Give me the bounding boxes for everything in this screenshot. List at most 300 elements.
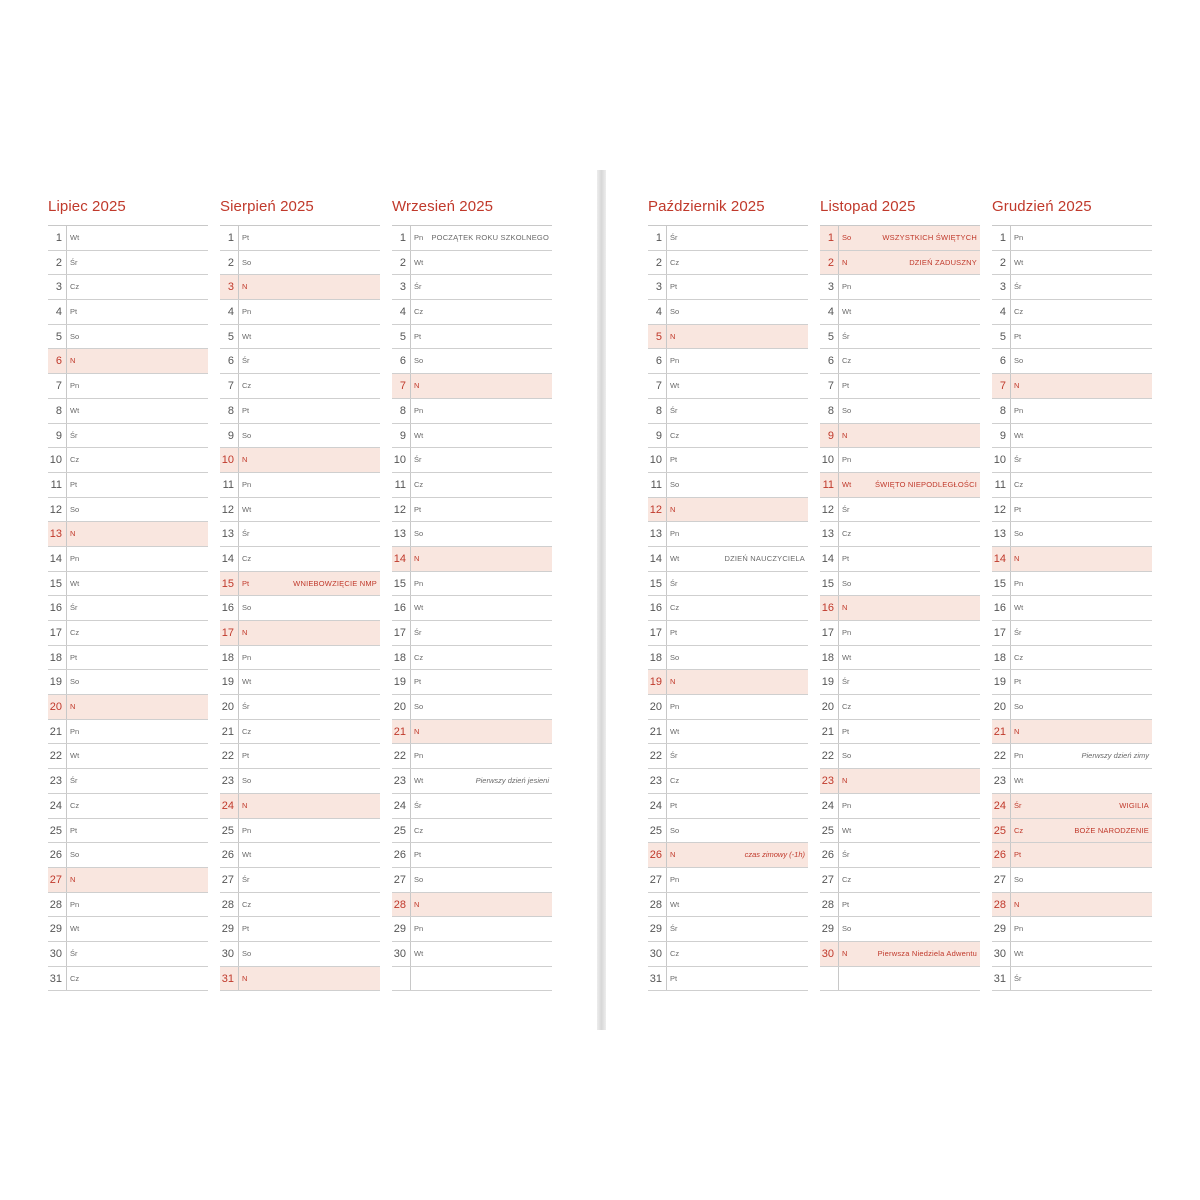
day-row <box>220 695 380 720</box>
day-number: 24 <box>821 799 834 812</box>
day-row <box>992 448 1152 473</box>
day-row <box>392 275 552 300</box>
day-row <box>992 251 1152 276</box>
day-row <box>820 670 980 695</box>
column-divider <box>238 917 239 941</box>
day-number: 7 <box>999 380 1006 393</box>
day-number: 13 <box>221 528 234 541</box>
day-number: 10 <box>821 454 834 467</box>
day-list <box>220 225 380 991</box>
holiday-note: Pierwszy dzień jesieni <box>475 776 549 786</box>
column-divider <box>1010 695 1011 719</box>
day-row <box>648 251 808 276</box>
weekday-abbr: Cz <box>670 603 680 613</box>
day-number: 25 <box>993 824 1006 837</box>
day-row <box>648 547 808 572</box>
column-divider <box>238 498 239 522</box>
column-divider <box>238 596 239 620</box>
day-number: 6 <box>399 355 406 368</box>
day-number: 17 <box>49 627 62 639</box>
day-row <box>48 498 208 523</box>
day-row <box>392 670 552 695</box>
day-number: 16 <box>221 602 234 615</box>
day-row <box>48 967 208 992</box>
day-row <box>392 424 552 449</box>
column-divider <box>238 942 239 966</box>
column-divider <box>666 868 667 892</box>
day-row <box>992 300 1152 325</box>
day-row <box>992 695 1152 720</box>
weekday-abbr: Pt <box>842 381 850 391</box>
weekday-abbr: So <box>242 257 252 267</box>
day-row <box>220 720 380 745</box>
column-divider <box>838 275 839 299</box>
day-row <box>48 424 208 449</box>
weekday-abbr: So <box>842 233 852 242</box>
column-divider <box>66 794 67 818</box>
column-divider <box>666 473 667 497</box>
column-divider <box>1010 226 1011 250</box>
day-number: 2 <box>399 256 406 269</box>
day-row <box>648 424 808 449</box>
weekday-abbr: Wt <box>1014 776 1024 786</box>
column-divider <box>838 572 839 596</box>
column-divider <box>1010 843 1011 867</box>
day-row <box>48 670 208 695</box>
weekday-abbr: N <box>414 381 420 391</box>
column-divider <box>238 522 239 546</box>
column-divider <box>238 325 239 349</box>
day-number: 10 <box>393 454 406 467</box>
weekday-abbr: Pt <box>1014 850 1022 860</box>
day-row <box>820 621 980 646</box>
weekday-abbr: Wt <box>70 405 80 415</box>
day-number: 13 <box>649 528 662 541</box>
weekday-abbr: N <box>1014 381 1020 391</box>
day-number: 4 <box>227 306 234 319</box>
weekday-abbr: Śr <box>414 282 422 292</box>
holiday-note: WIGILIA <box>1119 800 1149 810</box>
day-row <box>648 300 808 325</box>
column-divider <box>666 819 667 843</box>
day-row <box>820 695 980 720</box>
weekday-abbr: Cz <box>842 702 852 712</box>
weekday-abbr: So <box>242 603 252 613</box>
weekday-abbr: So <box>1014 529 1024 539</box>
weekday-abbr: Cz <box>1014 825 1024 835</box>
column-divider <box>66 893 67 917</box>
day-number: 29 <box>393 923 406 936</box>
day-number: 8 <box>227 404 234 417</box>
day-row <box>48 596 208 621</box>
day-row <box>392 868 552 893</box>
day-row <box>992 720 1152 745</box>
column-divider <box>1010 448 1011 472</box>
day-row <box>392 300 552 325</box>
day-row <box>820 325 980 350</box>
day-number: 18 <box>221 651 234 664</box>
weekday-abbr: Wt <box>414 430 424 440</box>
day-number: 4 <box>55 306 62 319</box>
day-row <box>220 349 380 374</box>
day-number: 13 <box>993 528 1006 541</box>
day-number: 4 <box>399 306 406 319</box>
day-row <box>48 621 208 646</box>
weekday-abbr: Wt <box>670 899 680 909</box>
day-number: 31 <box>993 972 1006 985</box>
weekday-abbr: So <box>242 948 252 958</box>
day-number: 7 <box>227 380 234 393</box>
day-number: 12 <box>821 503 834 516</box>
day-row <box>220 572 380 597</box>
weekday-abbr: Pt <box>414 504 422 514</box>
column-divider <box>666 275 667 299</box>
day-row <box>820 967 980 992</box>
day-number: 22 <box>649 750 662 763</box>
day-row <box>820 349 980 374</box>
day-list <box>820 225 980 991</box>
column-divider <box>838 744 839 768</box>
day-row <box>220 621 380 646</box>
weekday-abbr: Śr <box>70 257 78 267</box>
weekday-abbr: N <box>842 948 848 958</box>
holiday-note: POCZĄTEK ROKU SZKOLNEGO <box>431 233 549 242</box>
day-number: 30 <box>821 947 834 960</box>
column-divider <box>838 868 839 892</box>
weekday-abbr: Pn <box>70 553 80 563</box>
column-divider <box>838 399 839 423</box>
weekday-abbr: Pt <box>670 628 678 637</box>
weekday-abbr: N <box>242 282 248 292</box>
day-row <box>648 670 808 695</box>
day-row <box>992 868 1152 893</box>
day-row <box>48 893 208 918</box>
day-row <box>392 893 552 918</box>
weekday-abbr: N <box>1014 726 1020 736</box>
weekday-abbr: N <box>242 628 248 637</box>
month-title: Lipiec 2025 <box>48 198 126 215</box>
day-row <box>820 424 980 449</box>
weekday-abbr: So <box>670 479 680 489</box>
day-row <box>392 917 552 942</box>
weekday-abbr: Pn <box>842 628 852 637</box>
column-divider <box>838 547 839 571</box>
day-row <box>220 596 380 621</box>
day-number: 5 <box>55 330 62 343</box>
weekday-abbr: Wt <box>242 677 252 687</box>
weekday-abbr: Pn <box>242 307 252 317</box>
weekday-abbr: N <box>414 899 420 909</box>
weekday-abbr: Pt <box>1014 331 1022 341</box>
day-number: 18 <box>649 651 662 664</box>
day-row <box>992 226 1152 251</box>
day-number: 8 <box>399 404 406 417</box>
column-divider <box>410 325 411 349</box>
weekday-abbr: Wt <box>414 257 424 267</box>
column-divider <box>666 448 667 472</box>
day-number: 28 <box>221 898 234 911</box>
day-row <box>392 819 552 844</box>
weekday-abbr: Pt <box>70 479 78 489</box>
day-number: 19 <box>393 676 406 689</box>
column-divider <box>838 917 839 941</box>
day-row <box>992 522 1152 547</box>
column-divider <box>410 374 411 398</box>
day-number: 25 <box>821 824 834 837</box>
column-divider <box>1010 498 1011 522</box>
column-divider <box>1010 473 1011 497</box>
day-number: 22 <box>993 750 1006 763</box>
column-divider <box>410 522 411 546</box>
day-row <box>648 794 808 819</box>
column-divider <box>410 744 411 768</box>
day-number: 19 <box>993 676 1006 689</box>
day-number: 3 <box>827 281 834 294</box>
day-number: 22 <box>221 750 234 763</box>
day-number: 11 <box>50 478 62 491</box>
weekday-abbr: Pn <box>414 233 424 242</box>
column-divider <box>410 720 411 744</box>
weekday-abbr: Pt <box>242 924 250 934</box>
holiday-note: DZIEŃ ZADUSZNY <box>909 257 977 267</box>
day-row <box>392 349 552 374</box>
day-number: 15 <box>221 577 234 590</box>
day-number: 5 <box>227 330 234 343</box>
day-number: 18 <box>393 651 406 664</box>
column-divider <box>410 868 411 892</box>
weekday-abbr: Wt <box>670 726 680 736</box>
day-row <box>220 547 380 572</box>
day-row <box>648 275 808 300</box>
column-divider <box>238 349 239 373</box>
column-divider <box>66 325 67 349</box>
column-divider <box>838 819 839 843</box>
day-number: 2 <box>55 256 62 269</box>
day-row <box>820 893 980 918</box>
day-row <box>220 819 380 844</box>
month-october <box>648 196 808 991</box>
day-number: 7 <box>827 380 834 393</box>
day-row <box>392 473 552 498</box>
day-number: 25 <box>393 824 406 837</box>
day-number: 26 <box>393 849 406 862</box>
weekday-abbr: Cz <box>70 282 80 292</box>
column-divider <box>410 794 411 818</box>
column-divider <box>1010 621 1011 645</box>
day-number: 9 <box>55 429 62 442</box>
day-row <box>820 473 980 498</box>
day-number: 19 <box>821 676 834 689</box>
day-row <box>648 325 808 350</box>
day-row <box>820 868 980 893</box>
day-row <box>220 942 380 967</box>
day-row <box>992 646 1152 671</box>
day-row <box>992 843 1152 868</box>
column-divider <box>1010 572 1011 596</box>
weekday-abbr: Śr <box>1014 800 1022 810</box>
day-number: 18 <box>49 651 62 664</box>
column-divider <box>666 744 667 768</box>
column-divider <box>838 720 839 744</box>
column-divider <box>1010 596 1011 620</box>
day-row <box>648 769 808 794</box>
column-divider <box>1010 374 1011 398</box>
day-row <box>820 498 980 523</box>
day-number: 8 <box>827 404 834 417</box>
month-september <box>392 196 552 991</box>
day-number: 12 <box>49 503 62 516</box>
weekday-abbr: Pt <box>242 233 250 242</box>
column-divider <box>66 769 67 793</box>
column-divider <box>238 893 239 917</box>
day-row <box>48 917 208 942</box>
column-divider <box>666 399 667 423</box>
weekday-abbr: Wt <box>242 504 252 514</box>
column-divider <box>66 744 67 768</box>
column-divider <box>666 226 667 250</box>
day-row <box>220 967 380 992</box>
day-number: 20 <box>393 701 406 714</box>
weekday-abbr: So <box>842 578 852 588</box>
column-divider <box>238 868 239 892</box>
day-row <box>820 399 980 424</box>
day-number: 15 <box>993 577 1006 590</box>
column-divider <box>410 843 411 867</box>
day-number: 23 <box>993 775 1006 788</box>
weekday-abbr: Śr <box>1014 628 1022 637</box>
day-number: 23 <box>49 775 62 788</box>
day-number: 8 <box>55 404 62 417</box>
column-divider <box>838 300 839 324</box>
day-number: 14 <box>993 552 1006 565</box>
column-divider <box>666 646 667 670</box>
day-number: 14 <box>393 552 406 565</box>
weekday-abbr: Pt <box>70 307 78 317</box>
month-title: Wrzesień 2025 <box>392 198 494 215</box>
column-divider <box>238 794 239 818</box>
day-number: 8 <box>999 404 1006 417</box>
weekday-abbr: Pn <box>414 578 424 588</box>
day-number: 16 <box>649 602 662 615</box>
column-divider <box>666 349 667 373</box>
weekday-abbr: Pn <box>842 455 852 465</box>
day-row <box>220 300 380 325</box>
column-divider <box>66 670 67 694</box>
day-number: 30 <box>993 947 1006 960</box>
day-number: 10 <box>221 454 234 467</box>
day-number: 16 <box>49 602 62 615</box>
weekday-abbr: Pt <box>842 726 850 736</box>
day-row <box>392 942 552 967</box>
weekday-abbr: So <box>70 504 80 514</box>
day-row <box>220 251 380 276</box>
column-divider <box>238 967 239 991</box>
day-row <box>820 547 980 572</box>
day-row <box>48 744 208 769</box>
column-divider <box>238 572 239 596</box>
column-divider <box>410 251 411 275</box>
weekday-abbr: Wt <box>414 603 424 613</box>
column-divider <box>410 917 411 941</box>
column-divider <box>838 670 839 694</box>
weekday-abbr: Cz <box>242 899 252 909</box>
column-divider <box>1010 819 1011 843</box>
day-row <box>992 572 1152 597</box>
weekday-abbr: Pn <box>70 899 80 909</box>
weekday-abbr: Śr <box>1014 282 1022 292</box>
day-number: 2 <box>999 256 1006 269</box>
day-number: 15 <box>393 577 406 590</box>
weekday-abbr: Śr <box>842 331 850 341</box>
column-divider <box>238 374 239 398</box>
day-row <box>992 424 1152 449</box>
column-divider <box>838 967 839 991</box>
column-divider <box>838 596 839 620</box>
day-row <box>220 473 380 498</box>
column-divider <box>410 399 411 423</box>
column-divider <box>238 769 239 793</box>
day-row <box>392 572 552 597</box>
holiday-note: czas zimowy (-1h) <box>744 850 805 860</box>
weekday-abbr: Pn <box>242 652 252 662</box>
day-number: 23 <box>393 775 406 788</box>
day-number: 20 <box>649 701 662 714</box>
day-number: 27 <box>393 873 406 886</box>
column-divider <box>838 498 839 522</box>
column-divider <box>666 300 667 324</box>
day-row <box>48 646 208 671</box>
day-number: 19 <box>649 676 662 689</box>
weekday-abbr: So <box>70 850 80 860</box>
weekday-abbr: Śr <box>70 603 78 613</box>
column-divider <box>238 424 239 448</box>
column-divider <box>66 448 67 472</box>
day-row <box>648 399 808 424</box>
day-row <box>648 843 808 868</box>
column-divider <box>238 275 239 299</box>
day-row <box>220 868 380 893</box>
column-divider <box>1010 917 1011 941</box>
weekday-abbr: Pn <box>1014 405 1024 415</box>
column-divider <box>410 300 411 324</box>
day-number: 29 <box>821 923 834 936</box>
weekday-abbr: Cz <box>1014 307 1024 317</box>
weekday-abbr: Śr <box>670 405 678 415</box>
column-divider <box>838 251 839 275</box>
day-number: 17 <box>821 627 834 639</box>
day-row <box>392 843 552 868</box>
weekday-abbr: N <box>670 504 676 514</box>
weekday-abbr: Wt <box>842 479 852 489</box>
column-divider <box>1010 967 1011 991</box>
weekday-abbr: Wt <box>242 331 252 341</box>
day-number: 11 <box>650 478 662 491</box>
day-number: 31 <box>649 972 662 985</box>
weekday-abbr: Śr <box>242 529 250 539</box>
weekday-abbr: Pt <box>670 455 678 465</box>
day-number: 29 <box>993 923 1006 936</box>
day-number: 3 <box>227 281 234 294</box>
day-row <box>820 251 980 276</box>
day-number: 3 <box>999 281 1006 294</box>
weekday-abbr: Cz <box>842 874 852 884</box>
column-divider <box>66 226 67 250</box>
column-divider <box>410 424 411 448</box>
weekday-abbr: Pt <box>414 331 422 341</box>
column-divider <box>1010 275 1011 299</box>
column-divider <box>1010 547 1011 571</box>
column-divider <box>666 769 667 793</box>
